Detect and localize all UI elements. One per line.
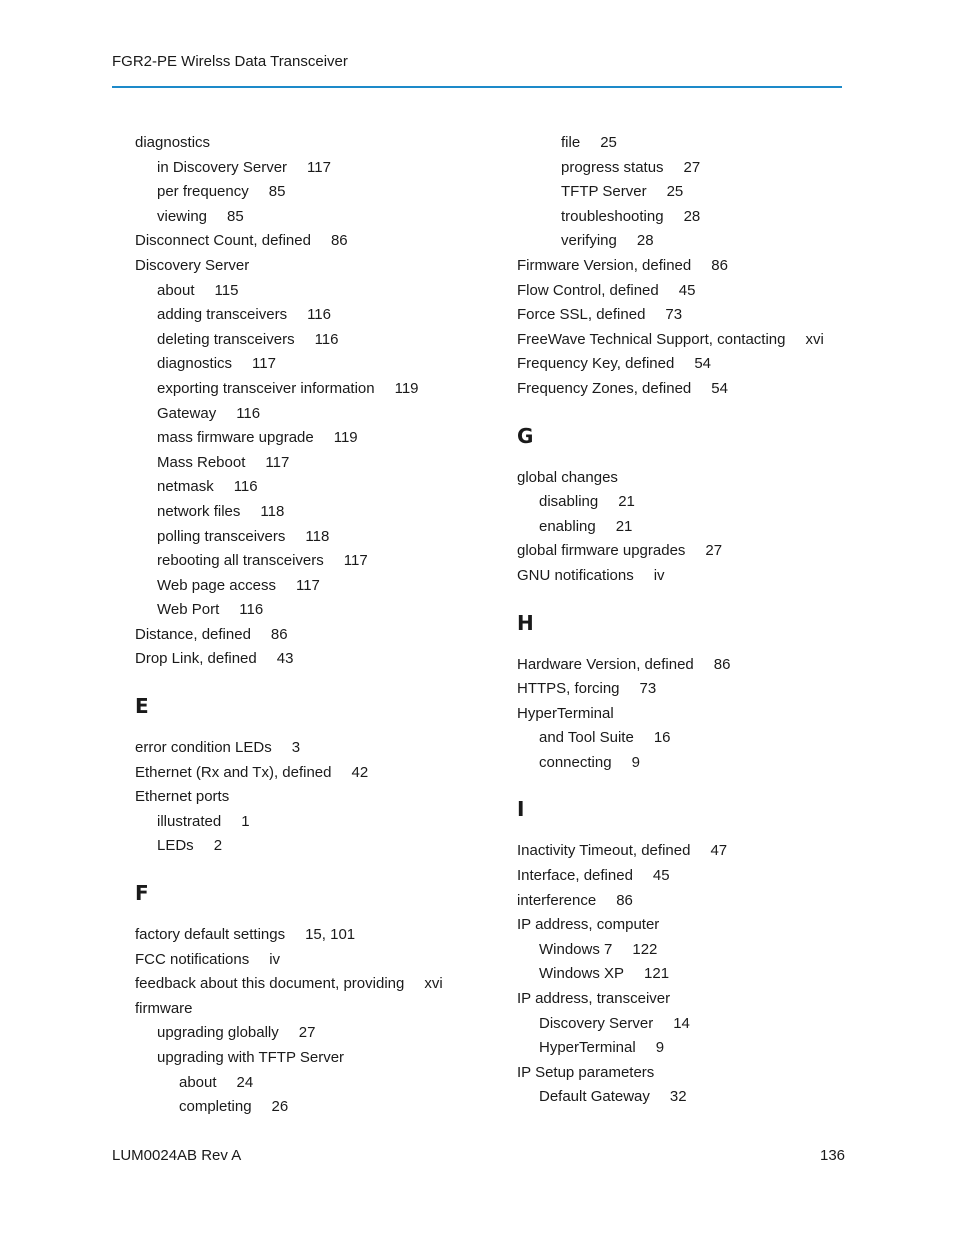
- index-entry: [517, 702, 847, 727]
- index-page-ref[interactable]: 32: [669, 1088, 687, 1106]
- index-term: Mass Reboot: [157, 453, 246, 471]
- index-entry: [517, 913, 847, 938]
- index-letter-heading: F: [135, 881, 149, 906]
- index-page-ref[interactable]: 2: [213, 837, 223, 855]
- index-entry: [135, 205, 465, 230]
- index-entry: [517, 303, 847, 328]
- index-page-ref[interactable]: 116: [233, 478, 258, 496]
- index-entry: [517, 839, 847, 864]
- index-entry: [517, 889, 847, 914]
- index-entry: [135, 810, 465, 835]
- index-page-ref[interactable]: 3: [291, 739, 301, 757]
- index-page-ref[interactable]: 118: [305, 527, 330, 545]
- index-entry: [517, 328, 847, 353]
- index-term: interference: [517, 891, 597, 909]
- index-page-ref[interactable]: iv: [653, 566, 665, 584]
- index-term: HyperTerminal: [517, 704, 614, 722]
- index-term: in Discovery Server: [157, 158, 288, 176]
- index-term: FCC notifications: [135, 950, 250, 968]
- index-entry: [517, 1085, 847, 1110]
- index-entry: [135, 785, 465, 810]
- index-entry: [135, 352, 465, 377]
- index-page-ref[interactable]: 21: [615, 517, 633, 535]
- index-term: disabling: [539, 493, 599, 511]
- index-entry: [135, 525, 465, 550]
- index-entry: [135, 948, 465, 973]
- index-page-ref[interactable]: 86: [711, 256, 728, 274]
- index-term: Gateway: [157, 404, 217, 422]
- index-term: GNU notifications: [517, 566, 634, 584]
- index-term: diagnostics: [135, 134, 211, 151]
- index-page-ref[interactable]: 73: [639, 680, 657, 698]
- index-page-ref[interactable]: 15, 101: [305, 926, 356, 944]
- index-term: Frequency Zones, defined: [517, 379, 692, 397]
- index-term: HTTPS, forcing: [517, 680, 620, 698]
- index-entry: [517, 490, 847, 515]
- index-term: enabling: [539, 517, 596, 535]
- index-term: and Tool Suite: [539, 729, 634, 747]
- index-page-ref[interactable]: 116: [314, 330, 339, 348]
- index-term: FreeWave Technical Support, contacting: [517, 330, 786, 348]
- index-page-ref[interactable]: 85: [227, 207, 244, 225]
- index-entry: [135, 131, 465, 156]
- index-term: IP Setup parameters: [517, 1063, 655, 1081]
- index-entry: [517, 677, 847, 702]
- index-entry: [135, 1021, 465, 1046]
- index-term: exporting transceiver information: [157, 379, 375, 397]
- index-entry: [135, 426, 465, 451]
- index-term: network files: [157, 502, 241, 520]
- index-term: Frequency Key, defined: [517, 355, 675, 373]
- index-page-ref[interactable]: iv: [269, 950, 281, 968]
- index-entry: [135, 451, 465, 476]
- index-entry: [135, 156, 465, 181]
- index-entry: [135, 328, 465, 353]
- index-page-ref[interactable]: 116: [307, 306, 331, 324]
- index-entry: [517, 539, 847, 564]
- index-term: about: [179, 1073, 217, 1091]
- index-entry: [517, 1012, 847, 1037]
- index-letter-heading: H: [517, 610, 534, 635]
- index-term: connecting: [539, 753, 612, 771]
- index-term: Windows 7: [539, 940, 613, 958]
- index-term: adding transceivers: [157, 306, 288, 324]
- index-entry: [135, 180, 465, 205]
- index-entry: [517, 156, 847, 181]
- index-term: IP address, computer: [517, 916, 660, 934]
- index-page-ref[interactable]: 1: [241, 812, 250, 830]
- index-page-ref[interactable]: 116: [236, 404, 261, 422]
- index-page-ref[interactable]: 117: [295, 576, 320, 594]
- index-column-right: [517, 131, 847, 1110]
- index-entry: [517, 377, 847, 402]
- index-column-left: [135, 131, 465, 1120]
- index-page-ref[interactable]: 117: [252, 355, 276, 373]
- index-term: polling transceivers: [157, 527, 286, 545]
- index-entry: [517, 254, 847, 279]
- index-page-ref[interactable]: 25: [600, 134, 617, 151]
- index-term: global changes: [517, 468, 618, 486]
- index-page-ref[interactable]: xvi: [805, 330, 824, 348]
- index-entry: [135, 574, 465, 599]
- index-entry: [517, 466, 847, 491]
- index-page-ref[interactable]: 9: [655, 1039, 665, 1057]
- index-entry: [517, 352, 847, 377]
- footer-page-number: 136: [820, 1147, 846, 1164]
- index-term: illustrated: [157, 812, 222, 830]
- index-page-ref[interactable]: 45: [652, 867, 670, 885]
- index-term: Ethernet ports: [135, 788, 230, 806]
- index-entry: [517, 205, 847, 230]
- index-term: progress status: [561, 158, 664, 176]
- index-page-ref[interactable]: 119: [394, 379, 419, 397]
- index-term: Force SSL, defined: [517, 306, 646, 324]
- index-entry: [135, 1095, 465, 1120]
- index-page-ref[interactable]: 27: [705, 542, 723, 560]
- index-entry: [135, 972, 465, 997]
- index-entry: [135, 1071, 465, 1096]
- index-term: factory default settings: [135, 926, 286, 944]
- index-term: diagnostics: [157, 355, 233, 373]
- index-page-ref[interactable]: 45: [678, 281, 696, 299]
- index-page-ref[interactable]: 54: [694, 355, 712, 373]
- index-page-ref[interactable]: 117: [343, 552, 368, 570]
- index-letter-heading: G: [517, 423, 534, 448]
- index-entry: [517, 751, 847, 776]
- index-entry: [517, 864, 847, 889]
- index-entry: [517, 653, 847, 678]
- index-term: global firmware upgrades: [517, 542, 686, 560]
- index-term: Ethernet (Rx and Tx), defined: [135, 763, 332, 781]
- index-entry: [135, 475, 465, 500]
- index-entry: [135, 834, 465, 859]
- index-page-ref[interactable]: 16: [653, 729, 671, 747]
- index-term: Web page access: [157, 576, 276, 594]
- index-page-ref[interactable]: 121: [644, 965, 670, 983]
- index-term: IP address, transceiver: [517, 990, 671, 1008]
- index-term: Discovery Server: [539, 1014, 654, 1032]
- index-letter-heading: I: [517, 797, 525, 822]
- index-term: per frequency: [157, 183, 249, 201]
- index-entry: [517, 564, 847, 589]
- index-page-ref[interactable]: 119: [333, 429, 358, 447]
- index-term: netmask: [157, 478, 214, 496]
- index-term: about: [157, 281, 195, 299]
- index-entry: [135, 229, 465, 254]
- index-entry: [135, 761, 465, 786]
- index-page-ref[interactable]: 73: [665, 306, 683, 324]
- index-entry: [135, 736, 465, 761]
- index-entry: [517, 279, 847, 304]
- index-entry: [517, 962, 847, 987]
- index-term: Default Gateway: [539, 1088, 650, 1106]
- index-term: Drop Link, defined: [135, 650, 257, 668]
- index-page-ref[interactable]: 117: [307, 158, 331, 176]
- footer-doc-id: LUM0024AB Rev A: [112, 1147, 242, 1164]
- index-page-ref[interactable]: 28: [636, 232, 654, 250]
- index-term: Flow Control, defined: [517, 281, 659, 299]
- index-entry: [517, 938, 847, 963]
- index-entry: [135, 303, 465, 328]
- index-page-ref[interactable]: 118: [260, 502, 285, 520]
- index-page-ref[interactable]: 42: [351, 763, 369, 781]
- index-term: Interface, defined: [517, 867, 633, 885]
- index-page-ref[interactable]: 28: [683, 207, 701, 225]
- index-term: troubleshooting: [561, 207, 664, 225]
- index-term: verifying: [561, 232, 617, 250]
- index-term: Discovery Server: [135, 256, 250, 274]
- index-entry: [135, 1046, 465, 1071]
- index-entry: [517, 726, 847, 751]
- index-page-ref[interactable]: 122: [632, 940, 658, 958]
- index-term: Windows XP: [539, 965, 625, 983]
- index-page-ref[interactable]: 116: [239, 601, 264, 619]
- index-page-ref[interactable]: 9: [631, 753, 640, 771]
- index-page-ref[interactable]: 47: [710, 842, 728, 860]
- index-term: firmware: [135, 999, 193, 1017]
- index-term: Disconnect Count, defined: [135, 232, 311, 250]
- index-entry: [135, 647, 465, 672]
- index-page-ref[interactable]: xvi: [424, 975, 443, 993]
- index-page-ref[interactable]: 117: [265, 453, 290, 471]
- index-term: rebooting all transceivers: [157, 552, 324, 570]
- index-page-ref[interactable]: 54: [711, 379, 728, 397]
- index-page-ref[interactable]: 26: [271, 1098, 289, 1116]
- index-term: HyperTerminal: [539, 1039, 636, 1057]
- index-term: deleting transceivers: [157, 330, 295, 348]
- index-entry: [517, 1036, 847, 1061]
- index-entry: [135, 623, 465, 648]
- index-term: upgrading with TFTP Server: [157, 1049, 345, 1066]
- index-page-ref[interactable]: 85: [268, 183, 286, 201]
- index-page-ref[interactable]: 86: [616, 891, 633, 909]
- index-page-ref[interactable]: 25: [666, 183, 684, 201]
- index-entry: [135, 923, 465, 948]
- index-entry: [135, 402, 465, 427]
- index-term: Inactivity Timeout, defined: [517, 842, 691, 860]
- index-page-ref[interactable]: 21: [618, 493, 635, 511]
- index-term: Distance, defined: [135, 625, 251, 643]
- index-entry: [135, 549, 465, 574]
- index-term: mass firmware upgrade: [157, 429, 314, 447]
- index-entry: [135, 500, 465, 525]
- index-term: Hardware Version, defined: [517, 655, 694, 673]
- index-term: LEDs: [157, 837, 194, 855]
- index-entry: [135, 254, 465, 279]
- index-page-ref[interactable]: 27: [298, 1024, 316, 1042]
- index-term: file: [561, 134, 581, 151]
- index-entry: [517, 1061, 847, 1086]
- index-entry: [517, 180, 847, 205]
- index-term: feedback about this document, providing: [135, 975, 405, 993]
- index-entry: [135, 598, 465, 623]
- index-entry: [517, 987, 847, 1012]
- index-entry: [135, 377, 465, 402]
- index-page-ref[interactable]: 115: [214, 281, 239, 299]
- index-term: error condition LEDs: [135, 739, 272, 757]
- index-term: completing: [179, 1098, 252, 1116]
- index-term: Firmware Version, defined: [517, 256, 692, 274]
- index-entry: [135, 997, 465, 1022]
- index-letter-heading: E: [135, 694, 149, 719]
- index-page-ref[interactable]: 86: [330, 232, 348, 250]
- index-term: Web Port: [157, 601, 220, 619]
- index-entry: [517, 131, 847, 156]
- index-entry: [517, 229, 847, 254]
- index-entry: [135, 279, 465, 304]
- index-term: upgrading globally: [157, 1024, 279, 1042]
- index-entry: [517, 515, 847, 540]
- header-title: FGR2-PE Wirelss Data Transceiver: [112, 53, 348, 70]
- index-term: viewing: [157, 207, 208, 225]
- index-page-ref[interactable]: 14: [673, 1014, 690, 1032]
- index-term: TFTP Server: [561, 183, 647, 201]
- index-page-ref[interactable]: 86: [713, 655, 731, 673]
- index-page-ref[interactable]: 24: [236, 1073, 254, 1091]
- index-page-ref[interactable]: 27: [683, 158, 701, 176]
- index-page-ref[interactable]: 43: [276, 650, 294, 668]
- header-rule: [112, 86, 842, 88]
- index-page-ref[interactable]: 86: [270, 625, 288, 643]
